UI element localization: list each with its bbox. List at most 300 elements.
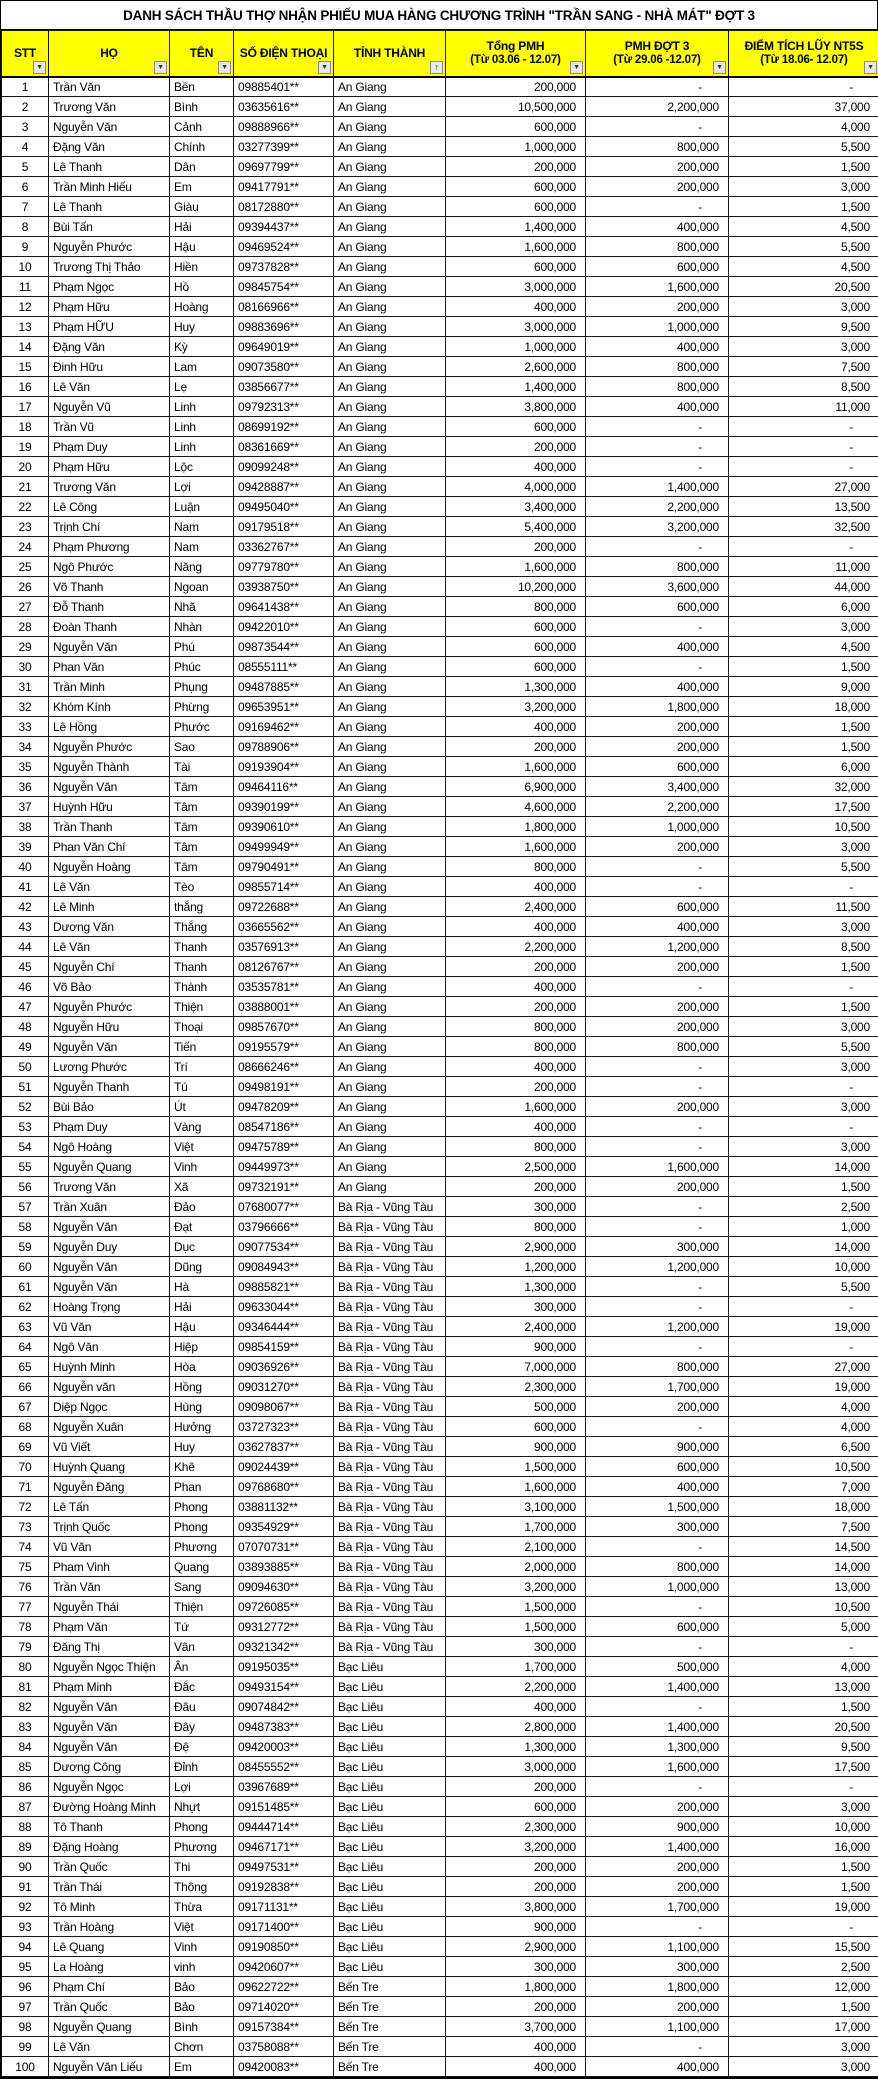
cell-stt: 51 — [2, 1077, 49, 1097]
table-row — [2, 657, 878, 677]
cell-ten: Tài — [170, 757, 234, 777]
table-row — [2, 897, 878, 917]
cell-ten: Vinh — [170, 1937, 234, 1957]
cell-pmh-dot-3: 900,000 — [586, 1817, 729, 1837]
cell-tong-pmh: 2,200,000 — [446, 1677, 586, 1697]
cell-ho: Trịnh Chí — [49, 517, 170, 537]
cell-tinh-thanh: Bạc Liêu — [334, 1877, 446, 1897]
cell-ho: Đoàn Thanh — [49, 617, 170, 637]
table-row — [2, 1977, 878, 1997]
cell-stt: 41 — [2, 877, 49, 897]
cell-tinh-thanh: Bạc Liêu — [334, 1737, 446, 1757]
cell-stt: 27 — [2, 597, 49, 617]
cell-ho: Phan Văn Chí — [49, 837, 170, 857]
cell-ten: Bảo — [170, 1997, 234, 2017]
table-row — [2, 137, 878, 157]
cell-tinh-thanh: An Giang — [334, 397, 446, 417]
cell-pmh-dot-3: - — [586, 1537, 729, 1557]
cell-ten: Nhựt — [170, 1797, 234, 1817]
cell-ho: Dương Công — [49, 1757, 170, 1777]
cell-ten: Phụng — [170, 677, 234, 697]
table-row — [2, 377, 878, 397]
table-row — [2, 1477, 878, 1497]
cell-ho: Lương Phước — [49, 1057, 170, 1077]
cell-tong-pmh: 3,000,000 — [446, 1757, 586, 1777]
cell-so-dien-thoai: 09622722** — [234, 1977, 334, 1997]
cell-stt: 49 — [2, 1037, 49, 1057]
cell-ho: Dương Văn — [49, 917, 170, 937]
cell-pmh-dot-3: - — [586, 1297, 729, 1317]
cell-diem-nt5s: 2,500 — [729, 1957, 878, 1977]
table-row — [2, 1937, 878, 1957]
cell-tinh-thanh: An Giang — [334, 1097, 446, 1117]
cell-ho: Huỳnh Hữu — [49, 797, 170, 817]
cell-stt: 88 — [2, 1817, 49, 1837]
cell-tong-pmh: 2,100,000 — [446, 1537, 586, 1557]
cell-diem-nt5s: 9,500 — [729, 317, 878, 337]
cell-stt: 56 — [2, 1177, 49, 1197]
cell-pmh-dot-3: 1,600,000 — [586, 1157, 729, 1177]
cell-ten: Chơn — [170, 2037, 234, 2057]
cell-ho: Khóm Kính — [49, 697, 170, 717]
cell-ten: Út — [170, 1097, 234, 1117]
table-row — [2, 517, 878, 537]
cell-ho: Lê Văn — [49, 2037, 170, 2057]
cell-diem-nt5s: 11,000 — [729, 397, 878, 417]
column-header-so-dien-thoai: SỐ ĐIỆN THOẠI ▼ — [234, 31, 334, 77]
cell-pmh-dot-3: - — [586, 857, 729, 877]
table-row — [2, 1717, 878, 1737]
cell-tong-pmh: 2,300,000 — [446, 1377, 586, 1397]
cell-ho: Nguyễn Thái — [49, 1597, 170, 1617]
cell-so-dien-thoai: 08547186** — [234, 1117, 334, 1137]
cell-diem-nt5s: 1,500 — [729, 197, 878, 217]
cell-tinh-thanh: An Giang — [334, 1077, 446, 1097]
cell-ho: Nguyễn Phước — [49, 997, 170, 1017]
cell-ten: Hoàng — [170, 297, 234, 317]
cell-diem-nt5s: 12,000 — [729, 1977, 878, 1997]
cell-tong-pmh: 800,000 — [446, 1137, 586, 1157]
filter-dropdown-icon[interactable]: ▼ — [33, 61, 46, 74]
cell-tong-pmh: 1,700,000 — [446, 1517, 586, 1537]
cell-tinh-thanh: Bà Rịa - Vũng Tàu — [334, 1457, 446, 1477]
table-row — [2, 1177, 878, 1197]
cell-pmh-dot-3: 200,000 — [586, 1397, 729, 1417]
table-row — [2, 1657, 878, 1677]
cell-so-dien-thoai: 03888001** — [234, 997, 334, 1017]
cell-so-dien-thoai: 03856677** — [234, 377, 334, 397]
cell-stt: 6 — [2, 177, 49, 197]
cell-ten: Thành — [170, 977, 234, 997]
table-row — [2, 1417, 878, 1437]
cell-tong-pmh: 400,000 — [446, 2037, 586, 2057]
cell-stt: 74 — [2, 1537, 49, 1557]
cell-ten: Bình — [170, 97, 234, 117]
cell-diem-nt5s: 17,500 — [729, 797, 878, 817]
cell-so-dien-thoai: 03576913** — [234, 937, 334, 957]
cell-tong-pmh: 1,200,000 — [446, 1257, 586, 1277]
table-row — [2, 697, 878, 717]
cell-tong-pmh: 3,800,000 — [446, 1897, 586, 1917]
cell-ten: Nhàn — [170, 617, 234, 637]
cell-so-dien-thoai: 08166966** — [234, 297, 334, 317]
cell-tong-pmh: 400,000 — [446, 297, 586, 317]
page-title: DANH SÁCH THẦU THỢ NHẬN PHIẾU MUA HÀNG CHƯƠNG TRÌNH "TRẦN SANG - NHÀ MÁT" ĐỢT 3 — [1, 1, 877, 30]
cell-pmh-dot-3: - — [586, 197, 729, 217]
cell-so-dien-thoai: 08455552** — [234, 1757, 334, 1777]
cell-tong-pmh: 2,800,000 — [446, 1717, 586, 1737]
cell-ten: Phừng — [170, 697, 234, 717]
cell-diem-nt5s: 19,000 — [729, 1317, 878, 1337]
cell-ho: Trần Quốc — [49, 1857, 170, 1877]
cell-tinh-thanh: An Giang — [334, 817, 446, 837]
cell-tong-pmh: 300,000 — [446, 1197, 586, 1217]
cell-tinh-thanh: Bà Rịa - Vũng Tàu — [334, 1557, 446, 1577]
cell-stt: 52 — [2, 1097, 49, 1117]
table-row — [2, 857, 878, 877]
cell-tinh-thanh: Bạc Liêu — [334, 1917, 446, 1937]
cell-diem-nt5s: 2,500 — [729, 1197, 878, 1217]
cell-ten: Trí — [170, 1057, 234, 1077]
cell-tong-pmh: 7,000,000 — [446, 1357, 586, 1377]
cell-diem-nt5s: - — [729, 1777, 878, 1797]
cell-so-dien-thoai: 09073580** — [234, 357, 334, 377]
cell-stt: 47 — [2, 997, 49, 1017]
cell-ten: Đạt — [170, 1217, 234, 1237]
cell-so-dien-thoai: 03727323** — [234, 1417, 334, 1437]
table-row — [2, 397, 878, 417]
cell-tong-pmh: 200,000 — [446, 997, 586, 1017]
cell-tinh-thanh: Bạc Liêu — [334, 1717, 446, 1737]
cell-stt: 89 — [2, 1837, 49, 1857]
cell-so-dien-thoai: 09487885** — [234, 677, 334, 697]
cell-tinh-thanh: An Giang — [334, 157, 446, 177]
table-row — [2, 977, 878, 997]
table-row — [2, 317, 878, 337]
cell-stt: 32 — [2, 697, 49, 717]
cell-tong-pmh: 2,300,000 — [446, 1817, 586, 1837]
column-header-ho: HỌ ▼ — [49, 31, 170, 77]
cell-so-dien-thoai: 09171131** — [234, 1897, 334, 1917]
cell-tinh-thanh: Bà Rịa - Vũng Tàu — [334, 1337, 446, 1357]
cell-stt: 62 — [2, 1297, 49, 1317]
cell-stt: 3 — [2, 117, 49, 137]
cell-ten: Khê — [170, 1457, 234, 1477]
cell-so-dien-thoai: 09726085** — [234, 1597, 334, 1617]
table-row — [2, 717, 878, 737]
cell-pmh-dot-3: 200,000 — [586, 997, 729, 1017]
cell-tong-pmh: 400,000 — [446, 717, 586, 737]
cell-ho: Đinh Hữu — [49, 357, 170, 377]
cell-stt: 65 — [2, 1357, 49, 1377]
cell-ho: Phan Văn — [49, 657, 170, 677]
cell-tong-pmh: 200,000 — [446, 1997, 586, 2017]
cell-pmh-dot-3: 2,200,000 — [586, 497, 729, 517]
cell-tinh-thanh: An Giang — [334, 537, 446, 557]
cell-ten: Phương — [170, 1537, 234, 1557]
cell-ten: Tâm — [170, 857, 234, 877]
cell-pmh-dot-3: 1,800,000 — [586, 1977, 729, 1997]
cell-tong-pmh: 200,000 — [446, 1077, 586, 1097]
cell-ho: Phạm Hữu — [49, 457, 170, 477]
filter-dropdown-icon[interactable]: ▼ — [864, 61, 877, 74]
table-row — [2, 1317, 878, 1337]
cell-tong-pmh: 2,900,000 — [446, 1937, 586, 1957]
cell-so-dien-thoai: 09714020** — [234, 1997, 334, 2017]
table-row — [2, 817, 878, 837]
cell-tong-pmh: 600,000 — [446, 617, 586, 637]
cell-tong-pmh: 1,700,000 — [446, 1657, 586, 1677]
cell-tong-pmh: 200,000 — [446, 537, 586, 557]
cell-pmh-dot-3: - — [586, 537, 729, 557]
cell-ho: Trần Minh — [49, 677, 170, 697]
cell-stt: 98 — [2, 2017, 49, 2037]
cell-pmh-dot-3: 200,000 — [586, 837, 729, 857]
cell-pmh-dot-3: 600,000 — [586, 757, 729, 777]
cell-ten: Ân — [170, 1657, 234, 1677]
table-row — [2, 1757, 878, 1777]
table-row — [2, 1517, 878, 1537]
cell-diem-nt5s: 4,500 — [729, 257, 878, 277]
cell-diem-nt5s: 4,000 — [729, 1657, 878, 1677]
cell-pmh-dot-3: 1,100,000 — [586, 1937, 729, 1957]
cell-stt: 55 — [2, 1157, 49, 1177]
cell-so-dien-thoai: 09697799** — [234, 157, 334, 177]
cell-ten: Hùng — [170, 1397, 234, 1417]
cell-ten: Nam — [170, 537, 234, 557]
cell-diem-nt5s: 15,500 — [729, 1937, 878, 1957]
cell-ho: Huỳnh Minh — [49, 1357, 170, 1377]
table-row — [2, 1337, 878, 1357]
table-row — [2, 1737, 878, 1757]
cell-stt: 28 — [2, 617, 49, 637]
cell-diem-nt5s: 7,500 — [729, 1517, 878, 1537]
cell-tinh-thanh: An Giang — [334, 897, 446, 917]
cell-so-dien-thoai: 08666246** — [234, 1057, 334, 1077]
cell-stt: 31 — [2, 677, 49, 697]
cell-stt: 21 — [2, 477, 49, 497]
table-row — [2, 1217, 878, 1237]
table-row — [2, 1397, 878, 1417]
cell-tinh-thanh: Bà Rịa - Vũng Tàu — [334, 1437, 446, 1457]
cell-pmh-dot-3: - — [586, 617, 729, 637]
table-row — [2, 777, 878, 797]
filter-dropdown-icon[interactable]: ▼ — [713, 61, 726, 74]
cell-so-dien-thoai: 09469524** — [234, 237, 334, 257]
cell-pmh-dot-3: - — [586, 2037, 729, 2057]
cell-diem-nt5s: 20,500 — [729, 277, 878, 297]
cell-so-dien-thoai: 09192838** — [234, 1877, 334, 1897]
cell-ten: Nhã — [170, 597, 234, 617]
cell-ho: Phạm Duy — [49, 1117, 170, 1137]
cell-so-dien-thoai: 09498191** — [234, 1077, 334, 1097]
cell-ho: Nguyễn Thanh — [49, 1077, 170, 1097]
cell-diem-nt5s: 14,000 — [729, 1157, 878, 1177]
cell-diem-nt5s: 18,000 — [729, 697, 878, 717]
cell-pmh-dot-3: 2,200,000 — [586, 97, 729, 117]
cell-tinh-thanh: Bà Rịa - Vũng Tàu — [334, 1577, 446, 1597]
cell-ho: Trần Quốc — [49, 1997, 170, 2017]
cell-tinh-thanh: An Giang — [334, 1017, 446, 1037]
cell-ho: Lê Văn — [49, 377, 170, 397]
cell-tong-pmh: 1,600,000 — [446, 837, 586, 857]
table-row — [2, 1877, 878, 1897]
cell-tinh-thanh: Bà Rịa - Vũng Tàu — [334, 1317, 446, 1337]
cell-diem-nt5s: 10,000 — [729, 1257, 878, 1277]
cell-so-dien-thoai: 09779780** — [234, 557, 334, 577]
cell-so-dien-thoai: 09845754** — [234, 277, 334, 297]
cell-ho: Đặng Văn — [49, 337, 170, 357]
cell-pmh-dot-3: - — [586, 77, 729, 97]
cell-pmh-dot-3: 200,000 — [586, 157, 729, 177]
cell-pmh-dot-3: 200,000 — [586, 297, 729, 317]
cell-tong-pmh: 1,400,000 — [446, 377, 586, 397]
cell-ho: Ngô Văn — [49, 1337, 170, 1357]
table-body — [2, 77, 878, 2077]
cell-ten: Linh — [170, 397, 234, 417]
cell-diem-nt5s: - — [729, 437, 878, 457]
cell-stt: 46 — [2, 977, 49, 997]
cell-ho: La Hoàng — [49, 1957, 170, 1977]
cell-ho: Trịnh Quốc — [49, 1517, 170, 1537]
column-header-ten: TÊN ▼ — [170, 31, 234, 77]
cell-ten: Lam — [170, 357, 234, 377]
cell-pmh-dot-3: 200,000 — [586, 1997, 729, 2017]
cell-tinh-thanh: An Giang — [334, 777, 446, 797]
filter-dropdown-icon[interactable]: ▼ — [318, 61, 331, 74]
cell-ten: Hiệp — [170, 1337, 234, 1357]
cell-pmh-dot-3: - — [586, 1597, 729, 1617]
cell-so-dien-thoai: 03893885** — [234, 1557, 334, 1577]
cell-tinh-thanh: An Giang — [334, 257, 446, 277]
cell-diem-nt5s: 32,000 — [729, 777, 878, 797]
cell-diem-nt5s: 19,000 — [729, 1377, 878, 1397]
cell-ho: Bùi Bảo — [49, 1097, 170, 1117]
cell-ten: Phong — [170, 1517, 234, 1537]
cell-diem-nt5s: - — [729, 1917, 878, 1937]
cell-ho: Lê Hồng — [49, 717, 170, 737]
cell-ten: Huy — [170, 317, 234, 337]
cell-stt: 20 — [2, 457, 49, 477]
cell-diem-nt5s: 3,000 — [729, 837, 878, 857]
cell-ten: Phong — [170, 1497, 234, 1517]
cell-so-dien-thoai: 09790491** — [234, 857, 334, 877]
table-row — [2, 1117, 878, 1137]
cell-so-dien-thoai: 09649019** — [234, 337, 334, 357]
cell-tong-pmh: 1,300,000 — [446, 677, 586, 697]
filter-dropdown-icon[interactable]: ▼ — [218, 61, 231, 74]
cell-stt: 37 — [2, 797, 49, 817]
cell-tinh-thanh: An Giang — [334, 1137, 446, 1157]
cell-ho: Nguyễn Văn Liếu — [49, 2057, 170, 2077]
cell-stt: 18 — [2, 417, 49, 437]
cell-so-dien-thoai: 09478209** — [234, 1097, 334, 1117]
cell-pmh-dot-3: 3,600,000 — [586, 577, 729, 597]
table-row — [2, 2037, 878, 2057]
cell-ten: Lộc — [170, 457, 234, 477]
cell-stt: 4 — [2, 137, 49, 157]
cell-tong-pmh: 1,600,000 — [446, 757, 586, 777]
cell-so-dien-thoai: 09768680** — [234, 1477, 334, 1497]
cell-ho: Ngô Hoàng — [49, 1137, 170, 1157]
cell-stt: 77 — [2, 1597, 49, 1617]
cell-diem-nt5s: 7,500 — [729, 357, 878, 377]
cell-ten: Hà — [170, 1277, 234, 1297]
cell-pmh-dot-3: 1,400,000 — [586, 1677, 729, 1697]
cell-diem-nt5s: - — [729, 877, 878, 897]
cell-diem-nt5s: 3,000 — [729, 297, 878, 317]
cell-ho: Nguyễn Hoàng — [49, 857, 170, 877]
cell-tinh-thanh: Bà Rịa - Vũng Tàu — [334, 1637, 446, 1657]
cell-ten: Quang — [170, 1557, 234, 1577]
cell-tong-pmh: 600,000 — [446, 1797, 586, 1817]
sort-ascending-filter-icon[interactable]: ↑ — [430, 61, 443, 74]
cell-tong-pmh: 1,600,000 — [446, 1477, 586, 1497]
cell-ho: Võ Thanh — [49, 577, 170, 597]
cell-so-dien-thoai: 09499949** — [234, 837, 334, 857]
cell-so-dien-thoai: 09883696** — [234, 317, 334, 337]
cell-tong-pmh: 2,400,000 — [446, 897, 586, 917]
cell-stt: 93 — [2, 1917, 49, 1937]
cell-diem-nt5s: 1,500 — [729, 1697, 878, 1717]
table-row — [2, 217, 878, 237]
cell-ho: Nguyễn Văn — [49, 777, 170, 797]
cell-tinh-thanh: An Giang — [334, 117, 446, 137]
table-row — [2, 1037, 878, 1057]
cell-diem-nt5s: 13,500 — [729, 497, 878, 517]
cell-pmh-dot-3: 1,700,000 — [586, 1377, 729, 1397]
cell-pmh-dot-3: - — [586, 1417, 729, 1437]
cell-diem-nt5s: 20,500 — [729, 1717, 878, 1737]
cell-ho: Nguyễn Quang — [49, 2017, 170, 2037]
cell-diem-nt5s: 5,500 — [729, 857, 878, 877]
cell-stt: 53 — [2, 1117, 49, 1137]
cell-so-dien-thoai: 03665562** — [234, 917, 334, 937]
cell-ten: Thiện — [170, 997, 234, 1017]
cell-tinh-thanh: Bà Rịa - Vũng Tàu — [334, 1197, 446, 1217]
cell-ho: Nguyễn Văn — [49, 1257, 170, 1277]
cell-tinh-thanh: Bạc Liêu — [334, 1697, 446, 1717]
cell-stt: 40 — [2, 857, 49, 877]
filter-dropdown-icon[interactable]: ▼ — [154, 61, 167, 74]
cell-ten: Vinh — [170, 1157, 234, 1177]
cell-ho: Trần Văn — [49, 1577, 170, 1597]
filter-dropdown-icon[interactable]: ▼ — [570, 61, 583, 74]
cell-tinh-thanh: An Giang — [334, 797, 446, 817]
cell-stt: 11 — [2, 277, 49, 297]
cell-ten: Dũng — [170, 1257, 234, 1277]
table-row — [2, 1197, 878, 1217]
cell-tong-pmh: 800,000 — [446, 1037, 586, 1057]
cell-tinh-thanh: An Giang — [334, 737, 446, 757]
cell-pmh-dot-3: 1,100,000 — [586, 2017, 729, 2037]
cell-tong-pmh: 2,200,000 — [446, 937, 586, 957]
cell-ho: Tô Minh — [49, 1897, 170, 1917]
table-row — [2, 497, 878, 517]
cell-ten: thắng — [170, 897, 234, 917]
cell-diem-nt5s: 1,000 — [729, 1217, 878, 1237]
cell-so-dien-thoai: 09420003** — [234, 1737, 334, 1757]
cell-stt: 43 — [2, 917, 49, 937]
cell-ho: Lê Công — [49, 497, 170, 517]
cell-ho: Lê Thanh — [49, 157, 170, 177]
cell-ho: Nguyễn Phước — [49, 737, 170, 757]
cell-ten: Hải — [170, 1297, 234, 1317]
cell-stt: 96 — [2, 1977, 49, 1997]
cell-pmh-dot-3: 300,000 — [586, 1517, 729, 1537]
cell-diem-nt5s: 9,500 — [729, 1737, 878, 1757]
cell-diem-nt5s: 10,000 — [729, 1817, 878, 1837]
